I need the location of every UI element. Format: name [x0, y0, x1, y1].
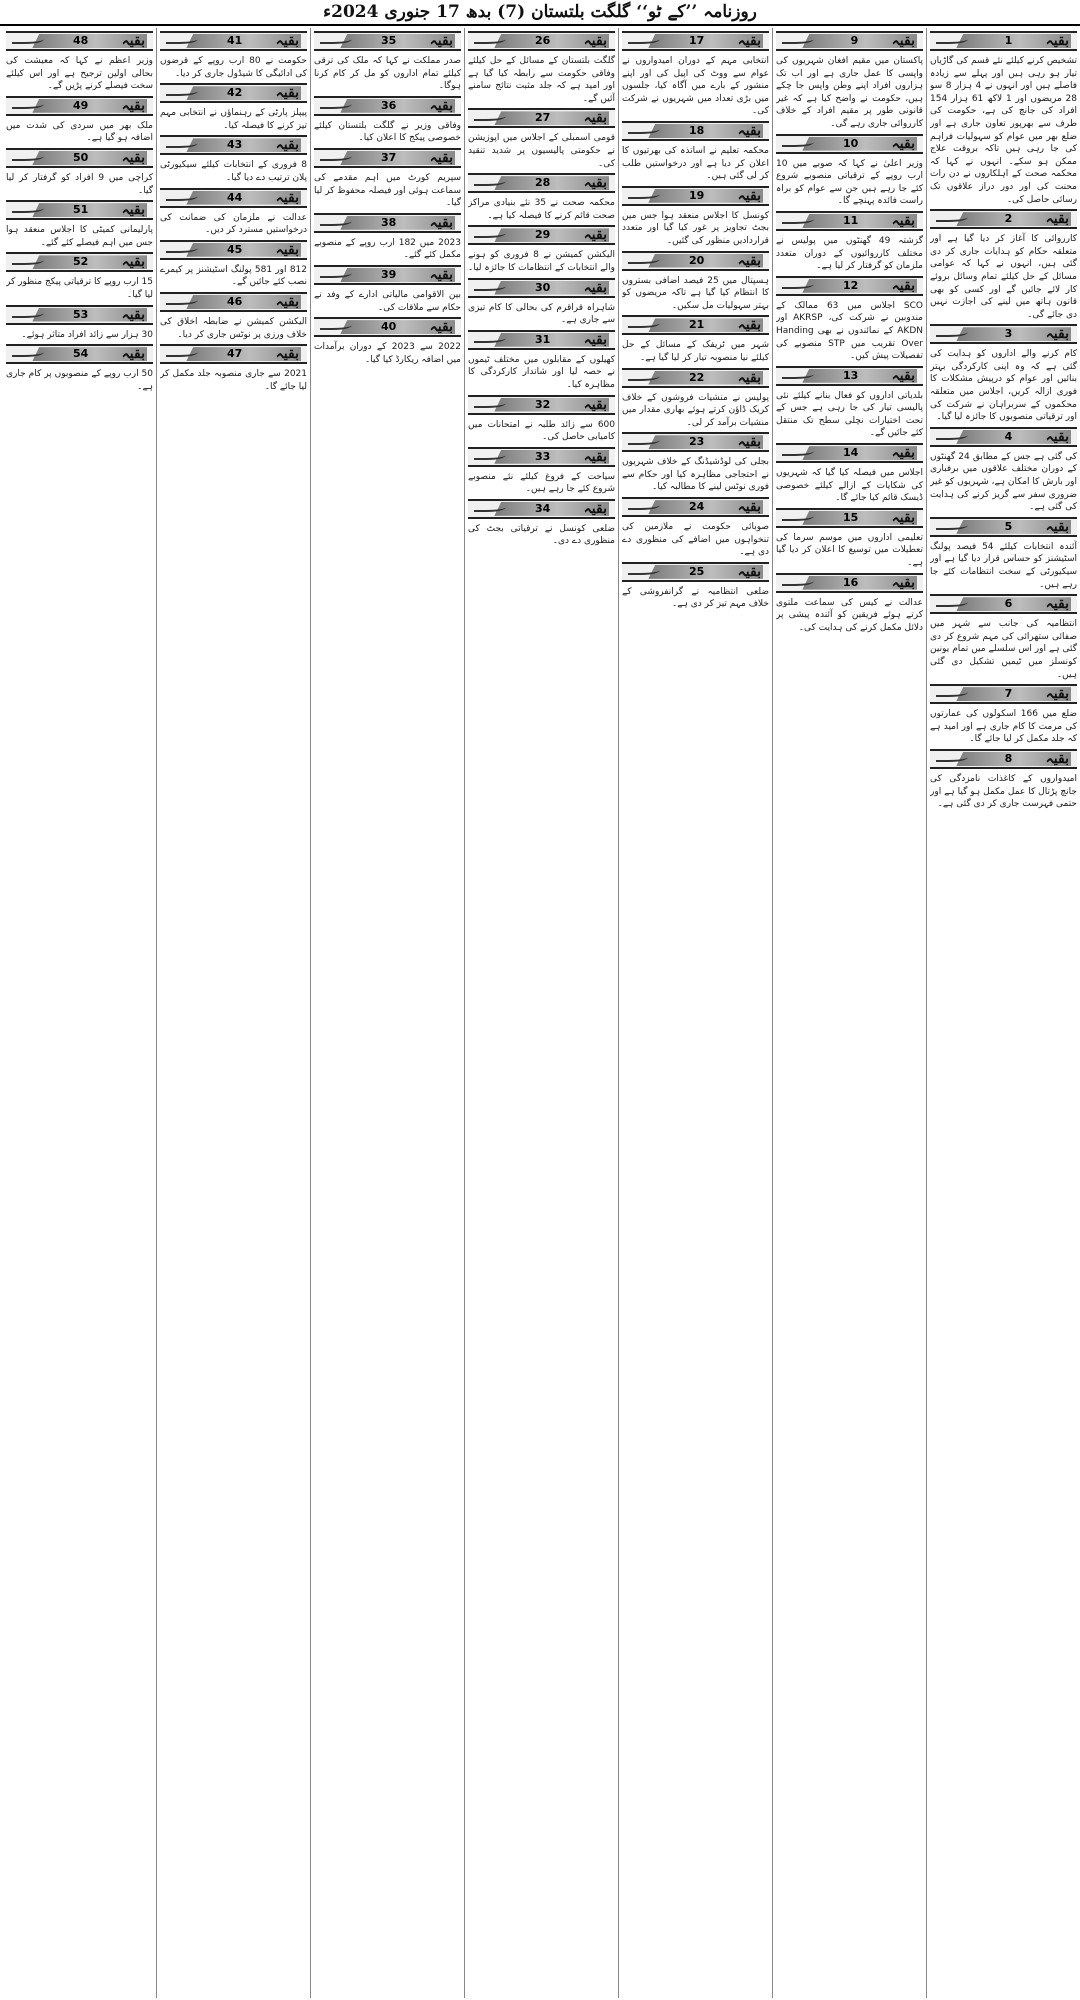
- banner-word: بقیہ: [1045, 211, 1069, 228]
- continuation-banner: [468, 225, 615, 245]
- story-text: 600 سے زائد طلبہ نے امتحانات میں کامیابی حاصل کی۔: [468, 419, 615, 443]
- continuation-banner: [622, 121, 769, 141]
- story-text: محکمہ تعلیم نے اساتذہ کی بھرتیوں کا اعلان کر دیا ہے اور درخواستیں طلب کر لی گئی ہیں۔: [622, 145, 769, 182]
- continuation-story: [776, 31, 923, 131]
- continuation-story: [622, 251, 769, 313]
- continuation-banner: [776, 276, 923, 296]
- story-text: 2022 سے 2023 کے دوران برآمدات میں اضافہ ریکارڈ کیا گیا۔: [314, 342, 461, 365]
- continuation-banner: [160, 344, 307, 364]
- news-column: [468, 28, 615, 1998]
- banner-word: بقیہ: [429, 149, 453, 166]
- banner-number: 18: [689, 123, 705, 137]
- banner-word: بقیہ: [891, 574, 915, 591]
- banner-number: 21: [689, 318, 705, 332]
- banner-number: 49: [73, 98, 89, 112]
- continuation-story: [622, 31, 769, 118]
- banner-number: 48: [73, 34, 89, 47]
- banner-number: 53: [73, 307, 89, 321]
- story-text: امیدواروں کے کاغذات نامزدگی کی جانچ پڑتال کا عمل مکمل ہو گیا ہے اور حتمی فہرست جاری کر دی گئی ہے۔: [930, 773, 1077, 810]
- banner-number: 29: [535, 228, 551, 242]
- banner-number: 51: [73, 203, 89, 217]
- continuation-story: [6, 252, 153, 301]
- banner-number: 40: [381, 320, 397, 334]
- banner-word: بقیہ: [891, 212, 915, 229]
- continuation-banner: [622, 251, 769, 271]
- continuation-story: [468, 278, 615, 327]
- banner-word: بقیہ: [737, 122, 761, 139]
- continuation-banner: [930, 594, 1077, 614]
- story-text: 2021 سے جاری منصوبہ جلد مکمل کر لیا جائے گا۔: [160, 369, 307, 392]
- continuation-story: [6, 96, 153, 145]
- banner-word: بقیہ: [1045, 428, 1069, 445]
- continuation-banner: [622, 31, 769, 51]
- story-text: بین الاقوامی مالیاتی ادارے کے وفد نے حکام سے ملاقات کی۔: [314, 289, 461, 313]
- story-text: 812 اور 581 پولنگ اسٹیشنز پر کیمرے نصب کئے جائیں گے۔: [160, 264, 307, 288]
- banner-number: 19: [689, 188, 705, 202]
- continuation-story: [930, 749, 1077, 811]
- continuation-story: [776, 211, 923, 273]
- continuation-story: [160, 188, 307, 237]
- banner-word: بقیہ: [1045, 596, 1069, 613]
- continuation-story: [622, 497, 769, 559]
- continuation-banner: [622, 186, 769, 206]
- story-text: کراچی میں 9 افراد کو گرفتار کر لیا گیا۔: [6, 172, 153, 196]
- story-text: اجلاس میں فیصلہ کیا گیا کہ شہریوں کی شکایات کے ازالے کیلئے خصوصی ڈیسک قائم کیا جائے گا۔: [776, 468, 923, 504]
- banner-number: 20: [689, 253, 705, 267]
- continuation-banner: [6, 344, 153, 364]
- story-text: وفاقی وزیر نے گلگت بلتستان کیلئے خصوصی پیکج کا اعلان کیا۔: [314, 120, 461, 144]
- continuation-story: [930, 209, 1077, 321]
- continuation-banner: [776, 366, 923, 386]
- column-rule: [156, 28, 157, 1998]
- news-column: [622, 28, 769, 1998]
- continuation-story: [622, 432, 769, 494]
- story-text: انتظامیہ کی جانب سے شہر میں صفائی ستھرائی کی مہم شروع کر دی گئی ہے اور اس سلسلے میں تمام یونین کونسلز میں ٹیمیں تشکیل دی گئی ہیں۔: [930, 619, 1077, 680]
- banner-number: 30: [535, 280, 551, 294]
- story-text: بلدیاتی اداروں کو فعال بنانے کیلئے نئی پالیسی تیار کی جا رہی ہے جس کے تحت اختیارات نچلی سطح تک منتقل کئے جائیں گے۔: [776, 390, 923, 439]
- banner-word: بقیہ: [121, 97, 145, 114]
- continuation-story: [622, 368, 769, 430]
- continuation-banner: [160, 240, 307, 260]
- story-text: صدر مملکت نے کہا کہ ملک کی ترقی کیلئے تمام اداروں کو مل کر کام کرنا ہوگا۔: [314, 56, 461, 92]
- continuation-banner: [622, 562, 769, 582]
- banner-word: بقیہ: [583, 448, 607, 465]
- continuation-banner: [930, 31, 1077, 51]
- banner-word: بقیہ: [429, 266, 453, 283]
- continuation-story: [622, 186, 769, 248]
- story-text: وزیر اعظم نے کہا کہ معیشت کی بحالی اولین ترجیح ہے اور اس کیلئے سخت فیصلے کرنے پڑیں گے۔: [6, 56, 153, 92]
- banner-number: 23: [689, 435, 705, 449]
- continuation-story: [468, 395, 615, 444]
- story-text: ضلع میں 166 اسکولوں کی عمارتوں کی مرمت کا کام جاری ہے اور امید ہے کہ جلد مکمل کر لیا جائے گا۔: [930, 709, 1077, 745]
- continuation-story: [930, 684, 1077, 746]
- column-rule: [464, 28, 465, 1998]
- banner-word: بقیہ: [891, 367, 915, 384]
- story-text: شاہراہ قراقرم کی بحالی کا کام تیزی سے جاری ہے۔: [468, 302, 615, 326]
- banner-number: 41: [227, 34, 243, 47]
- continuation-story: [160, 135, 307, 184]
- banner-word: بقیہ: [891, 135, 915, 152]
- continuation-banner: [930, 324, 1077, 344]
- banner-word: بقیہ: [737, 434, 761, 451]
- continuation-banner: [776, 573, 923, 593]
- story-text: تشخیص کرنے کیلئے نئے قسم کی گاڑیاں تیار ہو رہی ہیں اور پہلے سے زیادہ فاصلے ہیں اور انہوں نے 4 ہزار 8 سو 28 مریضوں اور 1 لاکھ 61 ہزار 154 افراد کی جانچ کی ہے، حکومت کی طرف سے بھرپور تعاون جاری ہے اور ضلع بھر میں عوام کو سہولیات فراہم کی جا رہی ہیں تاکہ بروقت علاج ممکن ہو سکے۔ انہوں نے کہا کہ محکمہ صحت کے اہلکاروں نے دن رات محنت کی اور دور دراز علاقوں تک رسائی حاصل کی۔: [930, 56, 1077, 205]
- banner-number: 14: [843, 446, 859, 460]
- story-text: ضلعی کونسل نے ترقیاتی بجٹ کی منظوری دے دی۔: [468, 523, 615, 547]
- continuation-banner: [622, 432, 769, 452]
- banner-word: بقیہ: [737, 187, 761, 204]
- banner-word: بقیہ: [583, 500, 607, 517]
- continuation-story: [468, 31, 615, 105]
- story-text: حکومت نے 80 ارب روپے کے قرضوں کی ادائیگی کا شیڈول جاری کر دیا۔: [160, 56, 307, 79]
- continuation-story: [314, 148, 461, 210]
- continuation-banner: [6, 252, 153, 272]
- banner-word: بقیہ: [429, 214, 453, 231]
- banner-word: بقیہ: [275, 137, 299, 154]
- banner-number: 39: [381, 267, 397, 281]
- banner-number: 47: [227, 347, 243, 361]
- news-column: [160, 28, 307, 1998]
- story-text: آئندہ انتخابات کیلئے 54 فیصد پولنگ اسٹیشنز کو حساس قرار دیا گیا ہے اور سیکیورٹی کے سخت انتظامات کئے جا رہے ہیں۔: [930, 541, 1077, 590]
- continuation-story: [160, 240, 307, 289]
- continuation-banner: [160, 292, 307, 312]
- banner-word: بقیہ: [891, 509, 915, 526]
- story-text: 15 ارب روپے کا ترقیاتی پیکج منظور کر لیا گیا۔: [6, 277, 153, 300]
- continuation-banner: [930, 427, 1077, 447]
- banner-word: بقیہ: [121, 149, 145, 166]
- banner-word: بقیہ: [429, 97, 453, 114]
- continuation-banner: [160, 31, 307, 51]
- banner-word: بقیہ: [121, 202, 145, 219]
- banner-word: بقیہ: [583, 279, 607, 296]
- continuation-story: [6, 344, 153, 393]
- continuation-story: [160, 83, 307, 132]
- continuation-banner: [160, 135, 307, 155]
- banner-word: بقیہ: [1045, 326, 1069, 343]
- banner-number: 15: [843, 510, 859, 524]
- continuation-story: [468, 499, 615, 548]
- continuation-banner: [468, 173, 615, 193]
- continuation-banner: [776, 211, 923, 231]
- continuation-story: [776, 366, 923, 440]
- banner-word: بقیہ: [583, 331, 607, 348]
- story-text: پولیس نے منشیات فروشوں کے خلاف کریک ڈاؤن کرتے ہوئے بھاری مقدار میں منشیات برآمد کر لی۔: [622, 392, 769, 428]
- column-rule: [772, 28, 773, 1998]
- banner-number: 45: [227, 242, 243, 256]
- story-text: صوبائی حکومت نے ملازمین کی تنخواہوں میں اضافے کی منظوری دے دی ہے۔: [622, 522, 769, 558]
- continuation-banner: [622, 497, 769, 517]
- story-text: محکمہ صحت نے 35 نئے بنیادی مراکز صحت قائم کرنے کا فیصلہ کیا ہے۔: [468, 198, 615, 221]
- continuation-banner: [930, 209, 1077, 229]
- banner-number: 10: [843, 136, 859, 150]
- continuation-story: [468, 330, 615, 392]
- story-text: پاکستان میں مقیم افغان شہریوں کی واپسی کا عمل جاری ہے اور اب تک ہزاروں افراد اپنے وطن واپس جا چکے ہیں، حکومت نے واضح کیا ہے کہ غیر قانونی طور پر مقیم افراد کے خلاف کارروائی جاری رہے گی۔: [776, 56, 923, 129]
- banner-word: بقیہ: [737, 317, 761, 334]
- continuation-story: [622, 121, 769, 183]
- banner-word: بقیہ: [583, 175, 607, 192]
- continuation-banner: [468, 447, 615, 467]
- continuation-story: [160, 31, 307, 80]
- story-text: الیکشن کمیشن نے ضابطہ اخلاق کی خلاف ورزی پر نوٹس جاری کر دیا۔: [160, 316, 307, 340]
- continuation-story: [622, 315, 769, 364]
- continuation-banner: [160, 83, 307, 103]
- continuation-banner: [6, 200, 153, 220]
- continuation-banner: [314, 213, 461, 233]
- banner-word: بقیہ: [121, 346, 145, 363]
- story-text: پارلیمانی کمیٹی کا اجلاس منعقد ہوا جس میں اہم فیصلے کئے گئے۔: [6, 225, 153, 248]
- banner-word: بقیہ: [121, 254, 145, 271]
- story-text: ہسپتال میں 25 فیصد اضافی بستروں کا انتظام کیا گیا ہے تاکہ مریضوں کو بہتر سہولیات مل سکیں۔: [622, 275, 769, 311]
- continuation-banner: [622, 368, 769, 388]
- banner-word: بقیہ: [583, 227, 607, 244]
- continuation-banner: [314, 31, 461, 51]
- banner-word: بقیہ: [275, 293, 299, 310]
- story-text: SCO اجلاس میں 63 ممالک کے مندوبین نے شرکت کی، AKRSP اور AKDN کے نمائندوں نے بھی Handing Over تقریب میں STP منصوبے کی تفصیلات پیش کیں۔: [776, 300, 923, 362]
- banner-word: بقیہ: [891, 33, 915, 49]
- continuation-banner: [468, 499, 615, 519]
- story-text: عدالت نے ملزمان کی ضمانت کی درخواستیں مسترد کر دیں۔: [160, 212, 307, 236]
- continuation-story: [468, 173, 615, 222]
- banner-word: بقیہ: [121, 306, 145, 323]
- continuation-banner: [468, 330, 615, 350]
- continuation-story: [160, 344, 307, 393]
- banner-number: 50: [73, 150, 89, 164]
- continuation-banner: [930, 684, 1077, 704]
- banner-word: بقیہ: [583, 33, 607, 49]
- continuation-banner: [776, 508, 923, 528]
- continuation-banner: [622, 315, 769, 335]
- banner-word: بقیہ: [275, 241, 299, 258]
- continuation-banner: [930, 749, 1077, 769]
- story-text: ملک بھر میں سردی کی شدت میں اضافہ ہو گیا ہے۔: [6, 120, 153, 144]
- banner-number: 22: [689, 370, 705, 384]
- news-column: [314, 28, 461, 1998]
- continuation-banner: [6, 96, 153, 116]
- story-text: شہر میں ٹریفک کے مسائل کے حل کیلئے نیا منصوبہ تیار کر لیا گیا ہے۔: [622, 340, 769, 363]
- continuation-story: [930, 427, 1077, 514]
- column-rule: [310, 28, 311, 1998]
- banner-number: 6: [1004, 597, 1013, 611]
- story-text: کارروائی کا آغاز کر دیا گیا ہے اور متعلقہ حکام کو ہدایات جاری کر دی گئی ہیں، انہوں نے کہا کہ عوامی مسائل کے حل کیلئے تمام وسائل بروئے کار لائے جائیں گے اور کسی کو بھی قانون ہاتھ میں لینے کی اجازت نہیں دی جائے گی۔: [930, 234, 1077, 320]
- continuation-story: [6, 31, 153, 93]
- story-text: 50 ارب روپے کے منصوبوں پر کام جاری ہے۔: [6, 369, 153, 392]
- banner-number: 35: [381, 34, 397, 47]
- banner-number: 33: [535, 449, 551, 463]
- story-text: 2023 میں 182 ارب روپے کے منصوبے مکمل کئے گئے۔: [314, 237, 461, 261]
- banner-word: بقیہ: [737, 252, 761, 269]
- continuation-story: [776, 573, 923, 635]
- story-text: گزشتہ 49 گھنٹوں میں پولیس نے مختلف کارروائیوں کے دوران متعدد ملزمان کو گرفتار کر لیا ہے۔: [776, 235, 923, 272]
- continuation-story: [314, 31, 461, 93]
- continuation-story: [6, 305, 153, 342]
- banner-word: بقیہ: [1045, 686, 1069, 703]
- story-text: کی گئی ہے جس کے مطابق 24 گھنٹوں کے دوران مختلف علاقوں میں برفباری اور بارش کا امکان ہے، شہریوں کو غیر ضروری سفر سے گریز کرنے کی ہدایت کی گئی ہے۔: [930, 451, 1077, 513]
- continuation-story: [6, 200, 153, 249]
- story-text: کھیلوں کے مقابلوں میں مختلف ٹیموں نے حصہ لیا اور شاندار کارکردگی کا مظاہرہ کیا۔: [468, 354, 615, 390]
- continuation-banner: [314, 96, 461, 116]
- story-text: وزیر اعلیٰ نے کہا کہ صوبے میں 10 ارب روپے کے ترقیاتی منصوبے شروع کئے جا رہے ہیں جن سے عوام کو براہ راست فائدہ پہنچے گا۔: [776, 158, 923, 207]
- banner-word: بقیہ: [583, 110, 607, 127]
- banner-number: 2: [1004, 212, 1013, 226]
- continuation-story: [776, 134, 923, 208]
- banner-word: بقیہ: [121, 33, 145, 49]
- banner-number: 42: [227, 86, 243, 100]
- story-text: قومی اسمبلی کے اجلاس میں اپوزیشن نے حکومتی پالیسیوں پر شدید تنقید کی۔: [468, 133, 615, 169]
- continuation-story: [314, 213, 461, 262]
- banner-word: بقیہ: [891, 277, 915, 294]
- banner-number: 13: [843, 368, 859, 382]
- banner-number: 38: [381, 215, 397, 229]
- continuation-banner: [468, 278, 615, 298]
- banner-number: 46: [227, 294, 243, 308]
- banner-number: 36: [381, 98, 397, 112]
- banner-word: بقیہ: [583, 396, 607, 413]
- story-text: کونسل کا اجلاس منعقد ہوا جس میں بجٹ تجاویز پر غور کیا گیا اور متعدد قراردادیں منظور کی گئیں۔: [622, 210, 769, 246]
- continuation-story: [930, 31, 1077, 206]
- continuation-story: [468, 225, 615, 274]
- banner-word: بقیہ: [737, 563, 761, 580]
- banner-number: 31: [535, 332, 551, 346]
- banner-number: 54: [73, 347, 89, 361]
- story-text: بجلی کی لوڈشیڈنگ کے خلاف شہریوں نے احتجاجی مظاہرہ کیا اور حکام سے فوری نوٹس لینے کا مطالبہ کیا۔: [622, 457, 769, 493]
- continuation-story: [468, 108, 615, 170]
- banner-word: بقیہ: [737, 369, 761, 386]
- banner-number: 7: [1004, 687, 1013, 701]
- banner-number: 8: [1004, 751, 1013, 765]
- continuation-banner: [160, 188, 307, 208]
- continuation-story: [160, 292, 307, 341]
- story-text: 8 فروری کے انتخابات کیلئے سیکیورٹی پلان ترتیب دے دیا گیا۔: [160, 160, 307, 183]
- news-column: [776, 28, 923, 1998]
- banner-number: 27: [535, 111, 551, 125]
- column-rule: [926, 28, 927, 1998]
- banner-number: 5: [1004, 519, 1013, 533]
- banner-number: 43: [227, 138, 243, 152]
- continuation-story: [930, 517, 1077, 591]
- banner-number: 32: [535, 397, 551, 411]
- banner-number: 44: [227, 190, 243, 204]
- banner-number: 3: [1004, 327, 1013, 341]
- banner-number: 17: [689, 34, 705, 47]
- story-text: 30 ہزار سے زائد افراد متاثر ہوئے۔: [21, 329, 153, 340]
- continuation-story: [314, 96, 461, 145]
- story-text: ضلعی انتظامیہ نے گرانفروشی کے خلاف مہم تیز کر دی ہے۔: [622, 586, 769, 610]
- banner-word: بقیہ: [1045, 750, 1069, 767]
- story-text: الیکشن کمیشن نے 8 فروری کو ہونے والے انتخابات کے انتظامات کا جائزہ لیا۔: [468, 250, 615, 273]
- column-rule: [618, 28, 619, 1998]
- banner-number: 12: [843, 278, 859, 292]
- continuation-story: [6, 148, 153, 197]
- story-text: گلگت بلتستان کے مسائل کے حل کیلئے وفاقی حکومت سے رابطہ کیا گیا ہے اور امید ہے کہ جلد مثبت نتائج سامنے آئیں گے۔: [468, 56, 615, 104]
- continuation-banner: [6, 31, 153, 51]
- masthead: روزنامہ ’’کے ٹو‘‘ گلگت بلتستان (7) بدھ 17 جنوری 2024ء: [0, 0, 1080, 26]
- banner-number: 11: [843, 213, 859, 227]
- banner-number: 16: [843, 575, 859, 589]
- banner-number: 4: [1004, 429, 1013, 443]
- continuation-story: [776, 443, 923, 505]
- banner-word: بقیہ: [429, 319, 453, 336]
- continuation-story: [314, 265, 461, 314]
- banner-word: بقیہ: [1045, 33, 1069, 49]
- banner-word: بقیہ: [891, 445, 915, 462]
- banner-word: بقیہ: [737, 33, 761, 49]
- continuation-banner: [6, 148, 153, 168]
- continuation-banner: [314, 265, 461, 285]
- continuation-banner: [776, 31, 923, 51]
- story-text: عدالت نے کیس کی سماعت ملتوی کرتے ہوئے فریقین کو آئندہ پیشی پر دلائل مکمل کرنے کی ہدایت کی۔: [776, 597, 923, 633]
- continuation-story: [622, 562, 769, 611]
- banner-number: 9: [850, 34, 859, 47]
- continuation-banner: [6, 305, 153, 325]
- continuation-banner: [776, 134, 923, 154]
- continuation-story: [930, 324, 1077, 424]
- banner-number: 52: [73, 255, 89, 269]
- banner-word: بقیہ: [275, 85, 299, 102]
- banner-number: 24: [689, 500, 705, 514]
- news-column: [6, 28, 153, 1998]
- banner-word: بقیہ: [275, 189, 299, 206]
- continuation-story: [776, 508, 923, 570]
- banner-number: 25: [689, 564, 705, 578]
- continuation-story: [314, 317, 461, 366]
- continuation-story: [468, 447, 615, 496]
- story-text: کام کرنے والے اداروں کو ہدایت کی گئی ہے کہ وہ اپنی کارکردگی بہتر بنائیں اور عوام کو درپیش مشکلات کا فوری ازالہ کریں، اجلاس میں متعلقہ محکموں کے سربراہان نے شرکت کی اور ترقیاتی منصوبوں کا جائزہ لیا گیا۔: [930, 349, 1077, 423]
- news-column: [930, 28, 1077, 1998]
- continuation-banner: [930, 517, 1077, 537]
- banner-word: بقیہ: [737, 499, 761, 516]
- banner-word: بقیہ: [275, 33, 299, 49]
- banner-word: بقیہ: [1045, 518, 1069, 535]
- continuation-banner: [468, 108, 615, 128]
- story-text: سیاحت کے فروغ کیلئے نئے منصوبے شروع کئے جا رہے ہیں۔: [468, 471, 615, 495]
- continuation-banner: [314, 148, 461, 168]
- banner-number: 26: [535, 34, 551, 47]
- banner-number: 37: [381, 150, 397, 164]
- story-text: پیپلز پارٹی کے رہنماؤں نے انتخابی مہم تیز کرنے کا فیصلہ کیا۔: [160, 108, 307, 131]
- continuation-banner: [776, 443, 923, 463]
- banner-word: بقیہ: [275, 346, 299, 363]
- banner-number: 34: [535, 501, 551, 515]
- banner-number: 1: [1004, 34, 1013, 47]
- continuation-banner: [314, 317, 461, 337]
- story-text: تعلیمی اداروں میں موسم سرما کی تعطیلات میں توسیع کا اعلان کر دیا گیا ہے۔: [776, 532, 923, 569]
- continuation-story: [930, 594, 1077, 681]
- continuation-story: [776, 276, 923, 363]
- continuation-banner: [468, 395, 615, 415]
- continuation-banner: [468, 31, 615, 51]
- story-text: انتخابی مہم کے دوران امیدواروں نے عوام سے ووٹ کی اپیل کی اور اپنے منشور کے بارے میں آگاہ کیا، جلسوں میں بڑی تعداد میں شہریوں نے شرکت کی۔: [622, 56, 769, 117]
- story-text: سپریم کورٹ میں اہم مقدمے کی سماعت ہوئی اور فیصلہ محفوظ کر لیا گیا۔: [314, 172, 461, 209]
- banner-number: 28: [535, 176, 551, 190]
- banner-word: بقیہ: [429, 33, 453, 49]
